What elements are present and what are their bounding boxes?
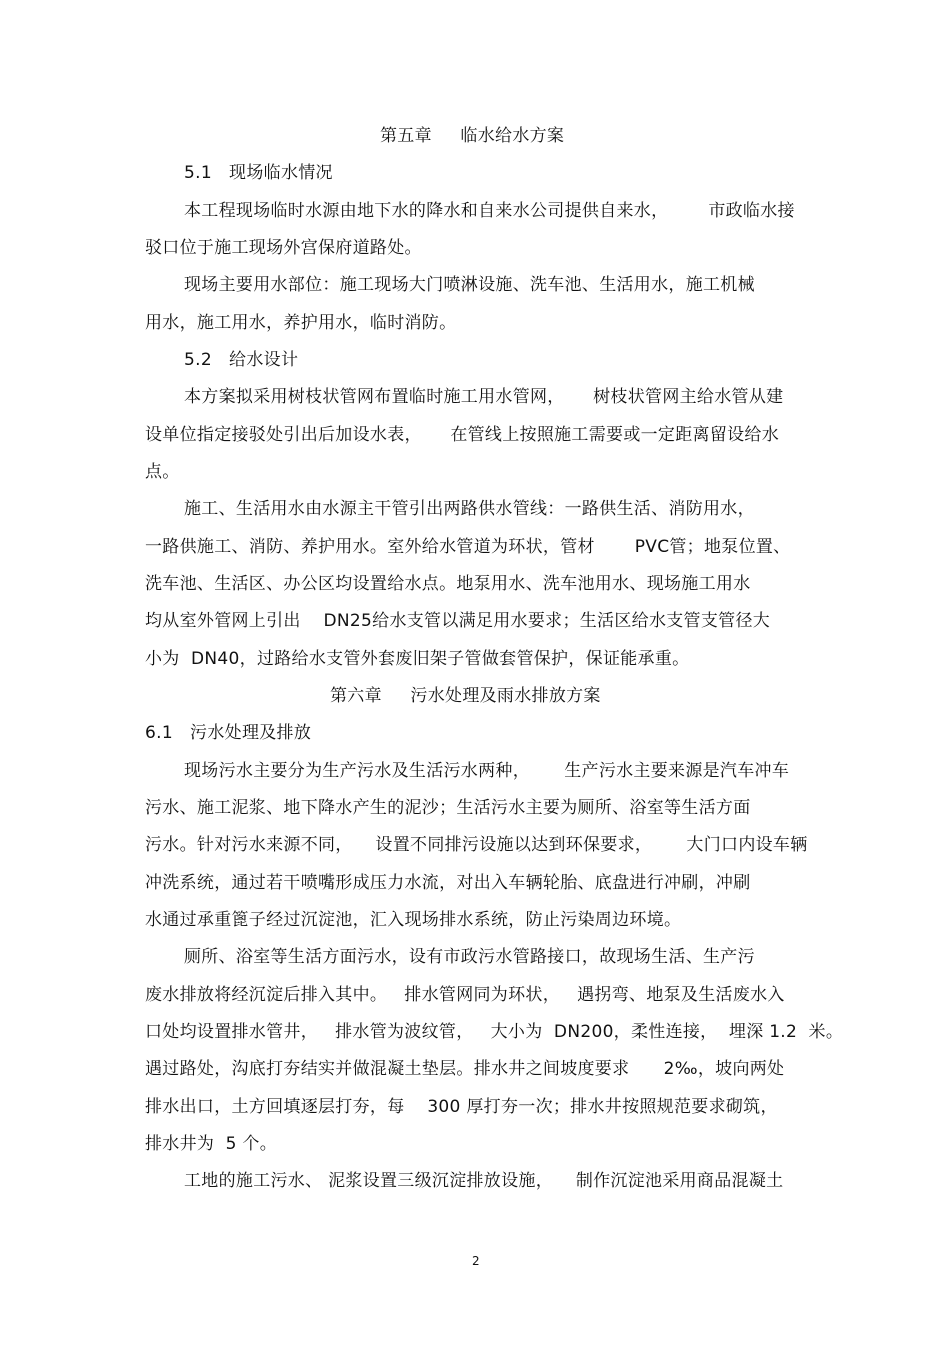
section-6-1-heading: 6.1 污水处理及排放 xyxy=(145,723,312,743)
paragraph-line: 排水井为 5 个。 xyxy=(145,1134,278,1154)
paragraph-line: 设单位指定接驳处引出后加设水表， 在管线上按照施工需要或一定距离留设给水 xyxy=(145,425,780,445)
chapter-6-title: 第六章 污水处理及雨水排放方案 xyxy=(330,686,601,706)
paragraph-line: 污水。针对污水来源不同， 设置不同排污设施以达到环保要求， 大门口内设车辆 xyxy=(145,835,808,855)
paragraph-line: 厕所、浴室等生活方面污水，设有市政污水管路接口，故现场生活、生产污 xyxy=(184,947,755,967)
paragraph-line: 本方案拟采用树枝状管网布置临时施工用水管网， 树枝状管网主给水管从建 xyxy=(184,387,784,407)
paragraph-line: 排水出口，土方回填逐层打夯，每 300 厚打夯一次；排水井按照规范要求砌筑， xyxy=(145,1097,778,1117)
paragraph-line: 均从室外管网上引出 DN25给水支管以满足用水要求；生活区给水支管支管径大 xyxy=(145,611,771,631)
paragraph-line: 施工、生活用水由水源主干管引出两路供水管线：一路供生活、消防用水， xyxy=(184,499,755,519)
paragraph-line: 洗车池、生活区、办公区均设置给水点。地泵用水、洗车池用水、现场施工用水 xyxy=(145,574,751,594)
paragraph-line: 现场主要用水部位：施工现场大门喷淋设施、洗车池、生活用水，施工机械 xyxy=(184,275,755,295)
paragraph-line: 水通过承重篦子经过沉淀池，汇入现场排水系统，防止污染周边环境。 xyxy=(145,910,682,930)
paragraph-line: 驳口位于施工现场外宫保府道路处。 xyxy=(145,238,422,258)
section-5-2-heading: 5.2 给水设计 xyxy=(184,350,299,370)
section-5-1-heading: 5.1 现场临水情况 xyxy=(184,163,333,183)
page-number: 2 xyxy=(472,1254,480,1268)
paragraph-line: 工地的施工污水、 泥浆设置三级沉淀排放设施， 制作沉淀池采用商品混凝土 xyxy=(184,1171,784,1191)
paragraph-line: 现场污水主要分为生产污水及生活污水两种， 生产污水主要来源是汽车冲车 xyxy=(184,761,790,781)
paragraph-line: 一路供施工、消防、养护用水。室外给水管道为环状，管材 PVC管；地泵位置、 xyxy=(145,537,791,557)
paragraph-line: 冲洗系统，通过若干喷嘴形成压力水流，对出入车辆轮胎、底盘进行冲刷，冲刷 xyxy=(145,873,751,893)
paragraph-line: 点。 xyxy=(145,462,180,482)
paragraph-line: 口处均设置排水管井， 排水管为波纹管， 大小为 DN200，柔性连接， 埋深 1.2 米。 xyxy=(145,1022,844,1042)
paragraph-line: 遇过路处，沟底打夯结实并做混凝土垫层。排水井之间坡度要求 2‰，坡向两处 xyxy=(145,1059,785,1079)
paragraph-line: 小为 DN40，过路给水支管外套废旧架子管做套管保护，保证能承重。 xyxy=(145,649,690,669)
paragraph-line: 废水排放将经沉淀后排入其中。 排水管网同为环状， 遇拐弯、地泵及生活废水入 xyxy=(145,985,785,1005)
paragraph-line: 污水、施工泥浆、地下降水产生的泥沙；生活污水主要为厕所、浴室等生活方面 xyxy=(145,798,751,818)
paragraph-line: 本工程现场临时水源由地下水的降水和自来水公司提供自来水， 市政临水接 xyxy=(184,201,795,221)
chapter-5-title: 第五章 临水给水方案 xyxy=(380,126,565,146)
paragraph-line: 用水，施工用水，养护用水，临时消防。 xyxy=(145,313,457,333)
